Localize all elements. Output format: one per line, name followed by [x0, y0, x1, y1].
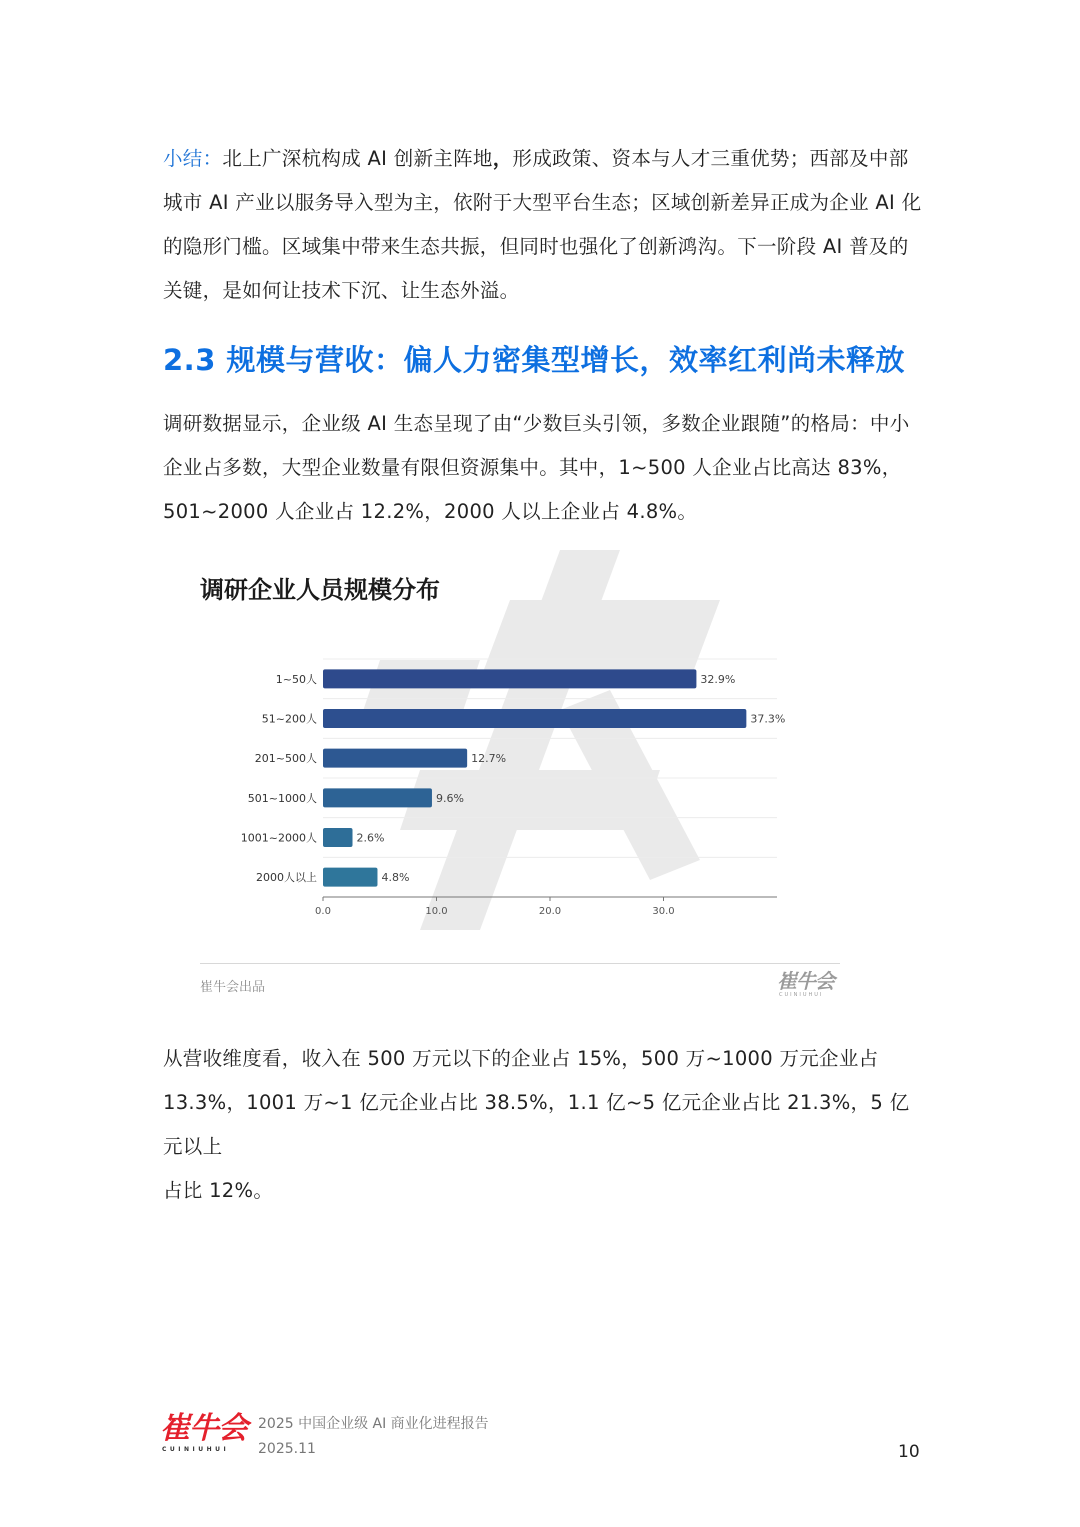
- value-label: 4.8%: [381, 871, 410, 885]
- value-label: 32.9%: [700, 672, 736, 686]
- bar-chart: [230, 655, 810, 930]
- bar-1: [323, 669, 696, 688]
- footer-logo: 崔牛会: [160, 1411, 247, 1446]
- footer-logo-sub: CUINIUHUI: [162, 1446, 230, 1453]
- summary-line-3: 的隐形门槛。区域集中带来生态共振，但同时也强化了创新鸿沟。下一阶段 AI 普及的: [163, 235, 909, 258]
- summary-line-1: [163, 137, 923, 181]
- x-tick-label: 0.0: [315, 906, 331, 917]
- category-label: 1~50人: [275, 672, 317, 686]
- category-label: 201~500人: [254, 752, 317, 766]
- revenue-line-2: 13.3%，1001 万~1 亿元企业占比 38.5%，1.1 亿~5 亿元企业占比 21.3%，5 亿元以上: [163, 1091, 910, 1158]
- chart-logo-sub: CUINIUHUI: [779, 992, 824, 998]
- value-label: 2.6%: [356, 831, 385, 845]
- category-label: 2000人以上: [256, 871, 317, 885]
- bar-4: [323, 788, 432, 807]
- revenue-paragraph: [163, 1037, 923, 1213]
- summary-line-1-comma: ，: [492, 147, 513, 170]
- summary-label: 小结：: [163, 147, 223, 170]
- chart-logo: 崔牛会: [777, 969, 834, 993]
- x-tick-label: 20.0: [538, 906, 562, 917]
- intro-line-3: 501~2000 人企业占 12.2%，2000 人以上企业占 4.8%。: [163, 500, 698, 523]
- section-title: 2.3 规模与营收：偏人力密集型增长，效率红利尚未释放: [163, 343, 905, 377]
- bar-2: [323, 709, 746, 728]
- footer-date: 2025.11: [258, 1441, 316, 1457]
- value-label: 9.6%: [435, 791, 464, 805]
- category-label: 501~1000人: [247, 791, 317, 805]
- chart-title: 调研企业人员规模分布: [200, 576, 440, 604]
- x-tick-label: 30.0: [652, 906, 675, 917]
- bar-5: [323, 828, 353, 847]
- summary-paragraph: [163, 137, 923, 313]
- bar-3: [323, 749, 467, 768]
- summary-line-4: 关键，是如何让技术下沉、让生态外溢。: [163, 279, 520, 302]
- intro-line-1: 调研数据显示，企业级 AI 生态呈现了由“少数巨头引领，多数企业跟随”的格局：中小: [163, 412, 910, 435]
- intro-line-2: 企业占多数，大型企业数量有限但资源集中。其中，1~500 人企业占比高达 83%，: [163, 456, 902, 479]
- summary-line-1-a: 北上广深杭构成 AI 创新主阵地: [222, 147, 493, 170]
- footer-report-title: 2025 中国企业级 AI 商业化进程报告: [258, 1416, 489, 1432]
- summary-line-2: 城市 AI 产业以服务导入型为主，依附于大型平台生态；区域创新差异正成为企业 AI 化: [163, 191, 922, 214]
- revenue-line-1: 从营收维度看，收入在 500 万元以下的企业占 15%，500 万~1000 万元企业占: [163, 1047, 879, 1070]
- bar-6: [323, 868, 377, 887]
- revenue-line-3: 占比 12%。: [163, 1179, 274, 1202]
- category-label: 51~200人: [261, 712, 317, 726]
- value-label: 37.3%: [750, 712, 786, 726]
- x-tick-label: 10.0: [425, 906, 448, 917]
- page-number: 10: [898, 1442, 920, 1462]
- intro-paragraph: [163, 402, 923, 534]
- value-label: 12.7%: [471, 752, 507, 766]
- category-label: 1001~2000人: [240, 831, 317, 845]
- chart-source: 崔牛会出品: [200, 980, 266, 995]
- chart-divider: [200, 963, 840, 964]
- summary-line-1-b: 形成政策、资本与人才三重优势；西部及中部: [512, 147, 909, 170]
